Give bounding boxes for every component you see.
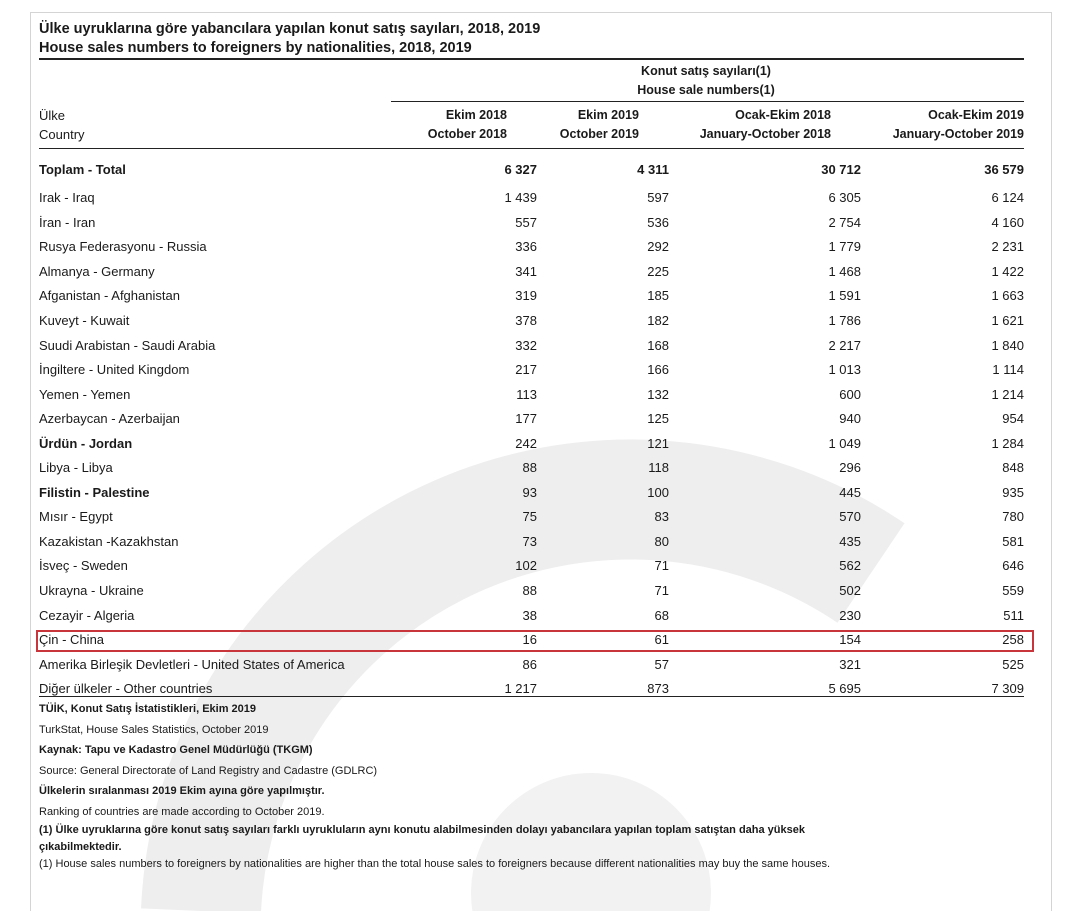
note-source-english: TurkStat, House Sales Statistics, October 2019: [39, 723, 269, 736]
cell-jan-oct-2019: 1 840: [991, 337, 1024, 353]
cell-jan-oct-2019: 258: [1002, 632, 1024, 648]
table-row: [39, 431, 1024, 456]
group-header-rule: [391, 101, 1024, 102]
cell-oct-2019: 873: [647, 681, 669, 697]
table-row: [39, 505, 1024, 530]
cell-oct-2018: 378: [515, 313, 537, 328]
cell-oct-2019: 125: [647, 411, 669, 427]
row-label: Rusya Federasyonu - Russia: [39, 239, 207, 255]
cell-oct-2019: 185: [647, 288, 669, 304]
cell-jan-oct-2018: 1 779: [828, 239, 861, 255]
header-bottom-rule: [39, 148, 1024, 149]
cell-jan-oct-2019: 1 621: [991, 313, 1024, 328]
table-row: [39, 554, 1024, 579]
column-header-oct-2019-tr: Ekim 2019: [577, 108, 639, 122]
cell-jan-oct-2019: 36 579: [984, 162, 1024, 177]
cell-oct-2019: 71: [654, 583, 669, 599]
cell-jan-oct-2018: 1 786: [828, 313, 861, 328]
row-label: Yemen - Yemen: [39, 386, 131, 402]
cell-jan-oct-2019: 646: [1002, 558, 1024, 574]
table-row: [39, 456, 1024, 481]
column-header-oct-2019: [560, 106, 639, 144]
cell-jan-oct-2019: 6 124: [991, 190, 1024, 206]
table-row: [39, 186, 1024, 211]
cell-jan-oct-2018: 1 013: [828, 362, 861, 378]
note-ranking-turkish: Ülkelerin sıralanması 2019 Ekim ayına göre yapılmıştır.: [39, 785, 325, 797]
column-header-jan-oct-2019-tr: Ocak-Ekim 2019: [928, 108, 1024, 122]
cell-oct-2019: 597: [647, 190, 669, 206]
column-header-jan-oct-2018: [700, 106, 831, 144]
note-ranking-english: Ranking of countries are made according to October 2019.: [39, 805, 325, 818]
cell-oct-2019: 166: [647, 362, 669, 378]
cell-jan-oct-2019: 780: [1002, 509, 1024, 525]
table-row: [39, 309, 1024, 334]
row-label: Ukrayna - Ukraine: [39, 583, 144, 599]
cell-oct-2018: 88: [522, 460, 537, 476]
cell-oct-2019: 182: [647, 313, 669, 328]
cell-jan-oct-2018: 562: [839, 558, 861, 574]
cell-jan-oct-2018: 30 712: [821, 162, 861, 177]
cell-jan-oct-2018: 570: [839, 509, 861, 525]
table-row: [39, 358, 1024, 383]
cell-oct-2019: 100: [647, 484, 669, 500]
table-row: [39, 481, 1024, 506]
table-title-english: House sales numbers to foreigners by nationalities, 2018, 2019: [39, 40, 472, 56]
cell-oct-2018: 6 327: [504, 162, 537, 177]
cell-jan-oct-2019: 7 309: [991, 681, 1024, 697]
row-label: Filistin - Palestine: [39, 484, 150, 500]
column-header-oct-2018-en: October 2018: [427, 127, 507, 141]
column-header-jan-oct-2018-en: January-October 2018: [699, 127, 831, 141]
country-column-header: [39, 106, 85, 144]
country-header-english: Country: [39, 127, 85, 142]
cell-jan-oct-2018: 600: [839, 386, 861, 402]
cell-jan-oct-2019: 511: [1003, 607, 1024, 623]
table-row: [39, 603, 1024, 628]
cell-jan-oct-2018: 435: [839, 533, 861, 549]
row-label: Libya - Libya: [39, 460, 113, 476]
note-source-turkish: TÜİK, Konut Satış İstatistikleri, Ekim 2019: [39, 703, 257, 715]
column-header-oct-2018-tr: Ekim 2018: [445, 108, 507, 122]
cell-jan-oct-2018: 2 217: [828, 337, 861, 353]
cell-oct-2018: 102: [515, 558, 537, 574]
cell-oct-2018: 242: [515, 435, 537, 451]
table-row: [39, 260, 1024, 285]
cell-jan-oct-2018: 154: [839, 632, 861, 648]
cell-jan-oct-2019: 935: [1002, 484, 1024, 500]
cell-oct-2018: 557: [515, 214, 537, 230]
cell-oct-2019: 536: [647, 214, 669, 230]
note-footnote-turkish: (1) Ülke uyruklarına göre konut satış sayıları farklı uyrukluların aynı konutu alabilmesinden dolayı yabancılara yapılan toplam satıştan daha yüksek çıkabilmektedir.: [39, 824, 805, 853]
row-label: Mısır - Egypt: [39, 509, 113, 525]
cell-oct-2018: 177: [515, 411, 537, 427]
row-label: Amerika Birleşik Devletleri - United States of America: [39, 656, 345, 672]
cell-jan-oct-2018: 940: [839, 411, 861, 427]
cell-oct-2018: 341: [515, 263, 537, 279]
cell-oct-2019: 292: [647, 239, 669, 255]
table-row: [39, 579, 1024, 604]
row-label: Almanya - Germany: [39, 263, 155, 279]
cell-jan-oct-2019: 1 284: [991, 435, 1024, 451]
table-row-total: [39, 154, 1024, 186]
cell-jan-oct-2019: 2 231: [991, 239, 1024, 255]
cell-jan-oct-2018: 1 591: [828, 288, 861, 304]
cell-jan-oct-2019: 848: [1002, 460, 1024, 476]
cell-jan-oct-2018: 321: [839, 656, 861, 672]
cell-jan-oct-2018: 6 305: [828, 190, 861, 206]
cell-jan-oct-2018: 1 049: [828, 435, 861, 451]
cell-oct-2019: 4 311: [637, 162, 669, 177]
cell-oct-2018: 319: [515, 288, 537, 304]
document-sheet: [30, 12, 1052, 911]
table-row: [39, 382, 1024, 407]
cell-oct-2019: 118: [648, 460, 669, 476]
cell-oct-2019: 61: [654, 632, 669, 648]
row-label: Cezayir - Algeria: [39, 607, 135, 623]
cell-jan-oct-2019: 525: [1002, 656, 1024, 672]
cell-oct-2018: 336: [515, 239, 537, 255]
row-label: Kuveyt - Kuwait: [39, 313, 130, 328]
cell-oct-2019: 83: [654, 509, 669, 525]
china-row-highlight: [36, 630, 1034, 653]
cell-jan-oct-2019: 581: [1002, 533, 1024, 549]
cell-oct-2019: 225: [647, 263, 669, 279]
table-row: [39, 530, 1024, 555]
cell-jan-oct-2018: 445: [839, 484, 861, 500]
cell-oct-2018: 38: [522, 607, 537, 623]
row-label: İsveç - Sweden: [39, 558, 128, 574]
row-label: İran - Iran: [39, 214, 96, 230]
notes-section: [39, 699, 859, 873]
row-label: Toplam - Total: [39, 162, 126, 177]
cell-oct-2018: 75: [522, 509, 537, 525]
cell-oct-2018: 88: [522, 583, 537, 599]
cell-oct-2019: 80: [654, 533, 669, 549]
cell-oct-2018: 113: [516, 386, 537, 402]
cell-oct-2019: 132: [647, 386, 669, 402]
column-header-oct-2018: [428, 106, 507, 144]
row-label: İngiltere - United Kingdom: [39, 362, 190, 378]
cell-jan-oct-2018: 296: [839, 460, 861, 476]
row-label: Suudi Arabistan - Saudi Arabia: [39, 337, 216, 353]
cell-oct-2019: 68: [654, 607, 669, 623]
cell-jan-oct-2019: 1 114: [992, 362, 1024, 378]
cell-jan-oct-2019: 4 160: [991, 214, 1024, 230]
row-label: Diğer ülkeler - Other countries: [39, 681, 213, 697]
cell-jan-oct-2019: 1 663: [991, 288, 1024, 304]
cell-oct-2018: 1 217: [504, 681, 537, 697]
cell-jan-oct-2019: 954: [1002, 411, 1024, 427]
cell-jan-oct-2018: 502: [839, 583, 861, 599]
row-label: Çin - China: [39, 632, 105, 648]
table-row: [39, 235, 1024, 260]
country-header-turkish: Ülke: [39, 108, 66, 123]
table-row: [39, 652, 1024, 677]
cell-oct-2019: 121: [647, 435, 669, 451]
cell-jan-oct-2019: 1 422: [991, 263, 1024, 279]
table-row: [39, 211, 1024, 236]
note-kaynak-english: Source: General Directorate of Land Registry and Cadastre (GDLRC): [39, 764, 378, 777]
row-label: Afganistan - Afghanistan: [39, 288, 180, 304]
cell-oct-2018: 16: [522, 632, 537, 648]
cell-oct-2019: 168: [647, 337, 669, 353]
table-row: [39, 407, 1024, 432]
column-header-oct-2019-en: October 2019: [559, 127, 639, 141]
house-sales-table: [39, 154, 1024, 701]
table-row: [39, 333, 1024, 358]
group-header-english: House sale numbers(1): [637, 83, 775, 97]
column-header-jan-oct-2018-tr: Ocak-Ekim 2018: [735, 108, 831, 122]
cell-jan-oct-2018: 5 695: [828, 681, 861, 697]
screen-top-margin: [0, 0, 1080, 12]
cell-jan-oct-2018: 230: [839, 607, 861, 623]
cell-oct-2018: 93: [522, 484, 537, 500]
cell-jan-oct-2018: 2 754: [828, 214, 861, 230]
cell-oct-2018: 86: [522, 656, 537, 672]
row-label: Irak - Iraq: [39, 190, 95, 206]
cell-jan-oct-2018: 1 468: [828, 263, 861, 279]
cell-oct-2018: 1 439: [504, 190, 537, 206]
column-header-jan-oct-2019-en: January-October 2019: [892, 127, 1024, 141]
cell-jan-oct-2019: 559: [1002, 583, 1024, 599]
note-kaynak-turkish: Kaynak: Tapu ve Kadastro Genel Müdürlüğü (TKGM): [39, 744, 313, 756]
row-label: Kazakistan -Kazakhstan: [39, 533, 179, 549]
table-row: [39, 677, 1024, 702]
table-bottom-rule: [39, 696, 1024, 697]
group-header-turkish: Konut satış sayıları(1): [641, 64, 771, 78]
cell-oct-2019: 71: [654, 558, 669, 574]
row-label: Ürdün - Jordan: [39, 435, 133, 451]
cell-oct-2018: 217: [515, 362, 537, 378]
column-header-jan-oct-2019: [893, 106, 1024, 144]
row-label: Azerbaycan - Azerbaijan: [39, 411, 180, 427]
cell-jan-oct-2019: 1 214: [991, 386, 1024, 402]
cell-oct-2019: 57: [654, 656, 669, 672]
cell-oct-2018: 73: [522, 533, 537, 549]
table-title-turkish: Ülke uyruklarına göre yabancılara yapılan konut satış sayıları, 2018, 2019: [39, 21, 541, 37]
title-rule: [39, 58, 1024, 60]
table-row: [39, 284, 1024, 309]
cell-oct-2018: 332: [515, 337, 537, 353]
note-footnote-english: (1) House sales numbers to foreigners by nationalities are higher than the total house sales to foreigners because different nationalities may buy the same houses.: [39, 858, 831, 870]
